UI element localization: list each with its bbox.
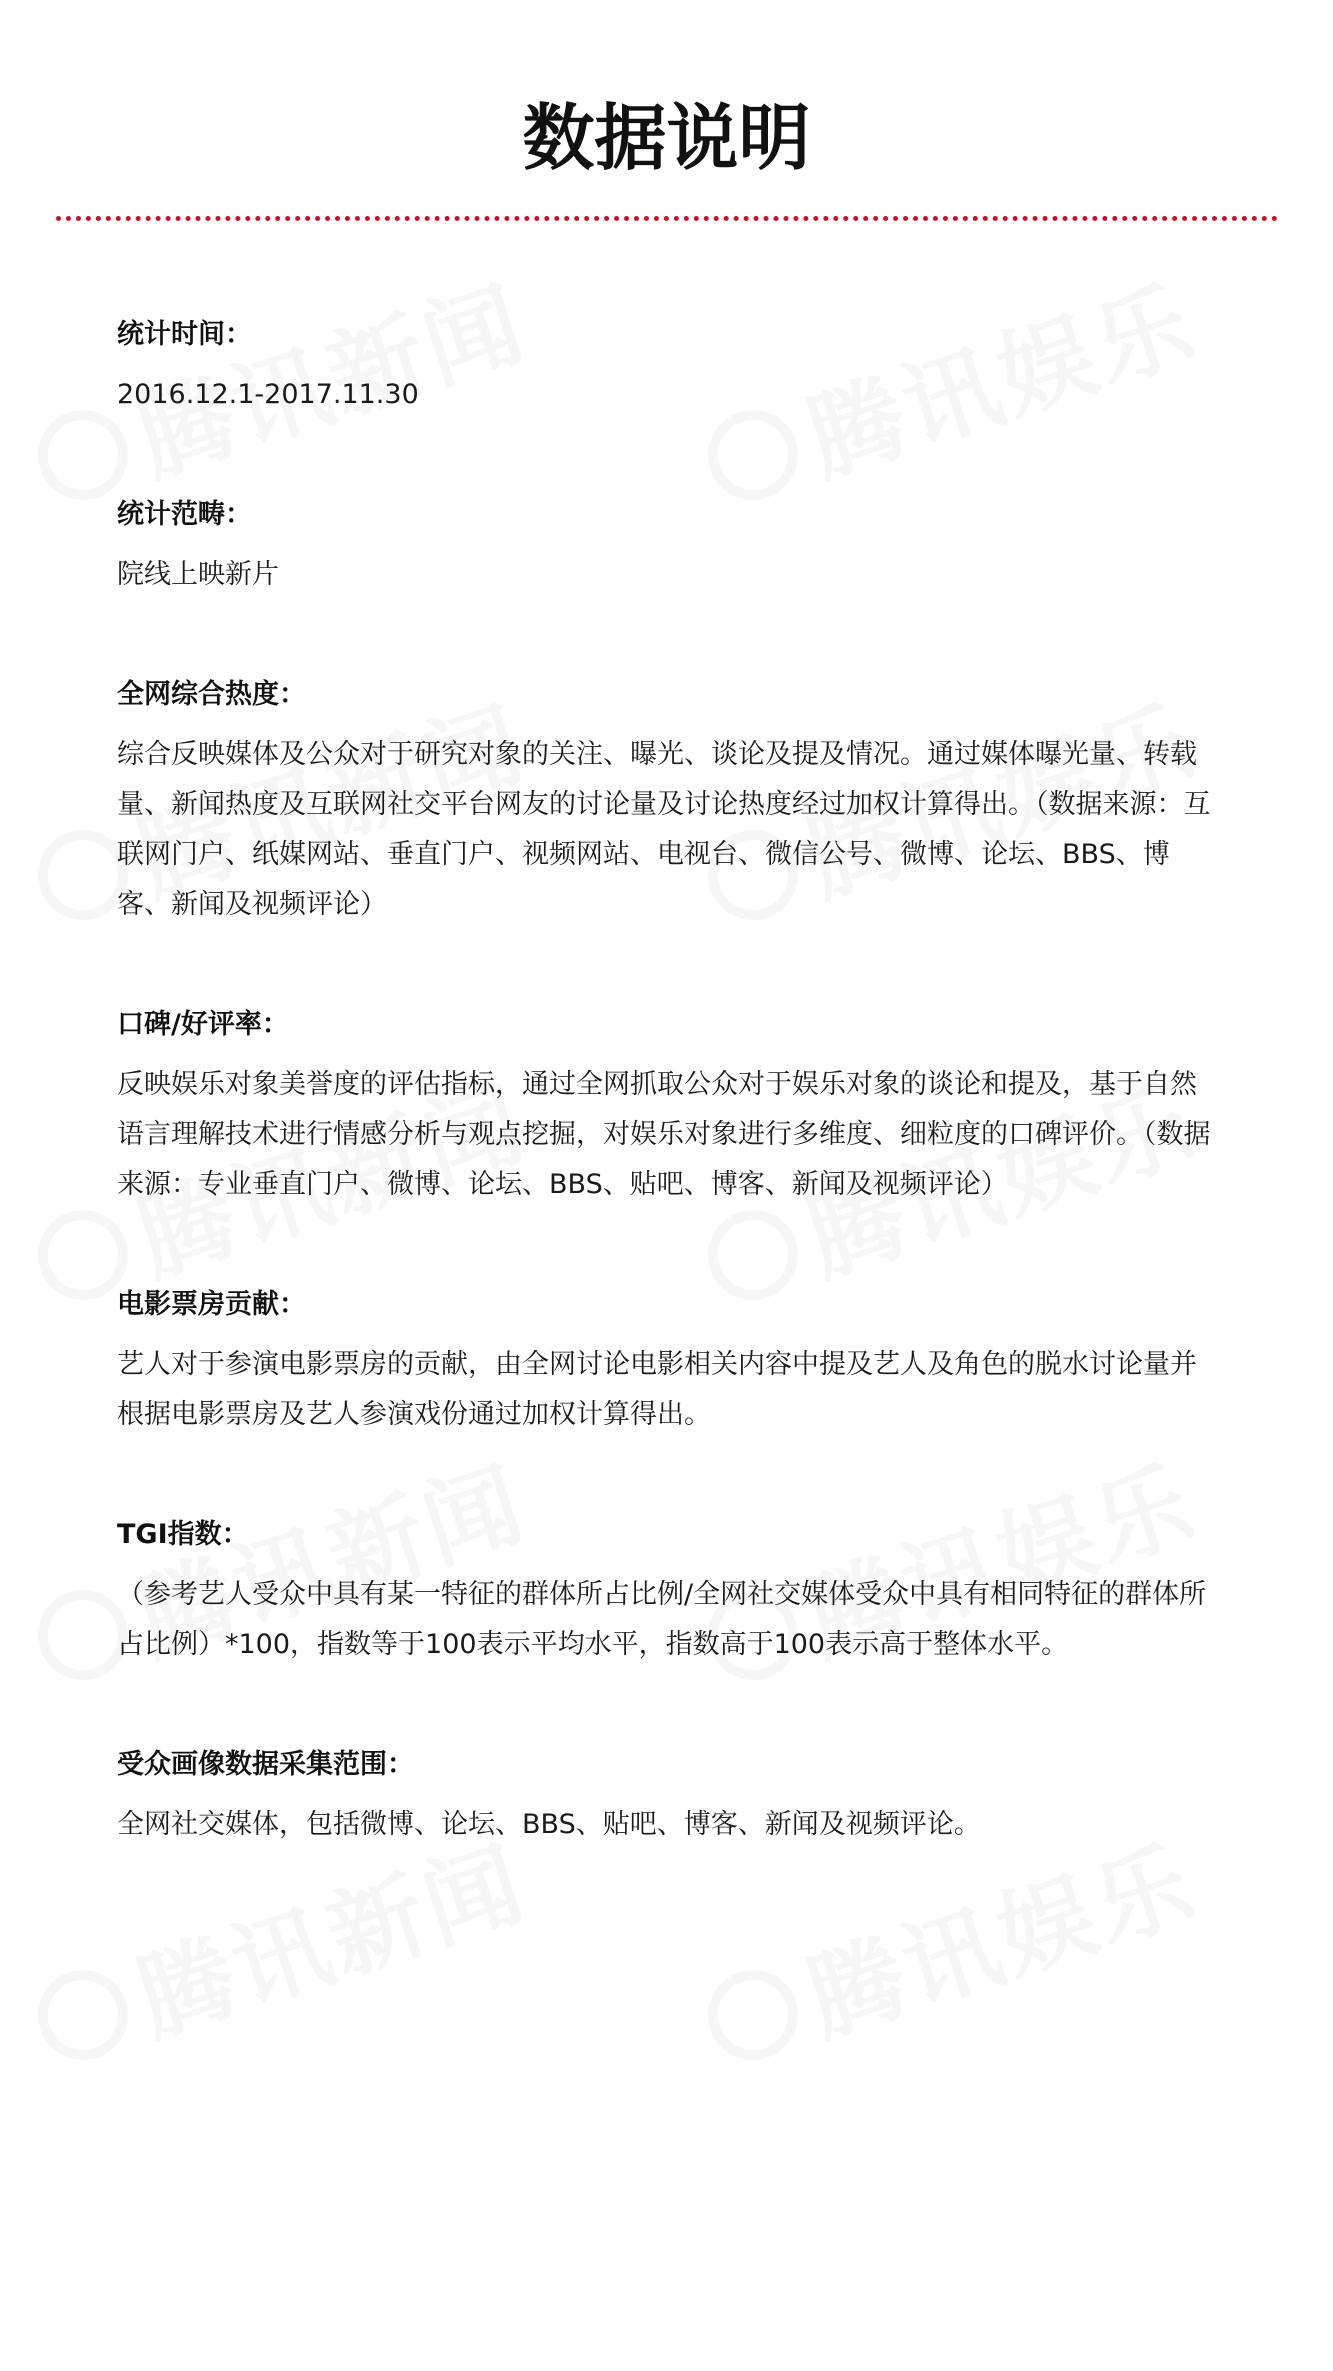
section-body: 艺人对于参演电影票房的贡献，由全网讨论电影相关内容中提及艺人及角色的脱水讨论量并根据电影票房及艺人参演戏份通过加权计算得出。 xyxy=(117,1349,1197,1430)
section-heading: 电影票房贡献： xyxy=(117,1289,306,1320)
section-heading: 全网综合热度： xyxy=(117,679,306,710)
section-body: （参考艺人受众中具有某一特征的群体所占比例/全网社交媒体受众中具有相同特征的群体所占比例）*100，指数等于100表示平均水平，指数高于100表示高于整体水平。 xyxy=(117,1579,1207,1660)
section-body: 2016.12.1-2017.11.30 xyxy=(117,379,419,410)
content xyxy=(117,310,1217,1850)
section-body: 综合反映媒体及公众对于研究对象的关注、曝光、谈论及提及情况。通过媒体曝光量、转载量、新闻热度及互联网社交平台网友的讨论量及讨论热度经过加权计算得出。（数据来源：互联网门户、纸媒网站、垂直门户、视频网站、电视台、微信公号、微博、论坛、BBS、博客、新闻及视频评论） xyxy=(117,739,1211,920)
section-reputation xyxy=(117,1000,1217,1210)
section-heading: TGI指数： xyxy=(117,1519,249,1550)
section-heading: 统计时间： xyxy=(117,319,252,350)
section-heading: 口碑/好评率： xyxy=(117,1009,289,1040)
section-body: 反映娱乐对象美誉度的评估指标，通过全网抓取公众对于娱乐对象的谈论和提及，基于自然语言理解技术进行情感分析与观点挖掘，对娱乐对象进行多维度、细粒度的口碑评价。（数据来源：专业垂直门户、微博、论坛、BBS、贴吧、博客、新闻及视频评论） xyxy=(117,1069,1211,1200)
watermark xyxy=(689,1808,1211,2094)
section-tgi xyxy=(117,1510,1217,1670)
section-box-office xyxy=(117,1280,1217,1440)
section-body: 院线上映新片 xyxy=(117,559,279,590)
section-heading: 统计范畴： xyxy=(117,499,252,530)
section-audience-scope xyxy=(117,1740,1217,1850)
watermark-logo-icon xyxy=(26,1958,139,2071)
watermark-logo-icon xyxy=(696,1958,809,2071)
section-body: 全网社交媒体，包括微博、论坛、BBS、贴吧、博客、新闻及视频评论。 xyxy=(117,1809,981,1840)
watermark xyxy=(19,1808,541,2094)
section-stat-scope xyxy=(117,490,1217,600)
page-title: 数据说明 xyxy=(522,96,811,180)
section-heading: 受众画像数据采集范围： xyxy=(117,1749,414,1780)
section-overall-heat xyxy=(117,670,1217,930)
title-divider xyxy=(56,216,1278,221)
section-stat-period xyxy=(117,310,1217,420)
